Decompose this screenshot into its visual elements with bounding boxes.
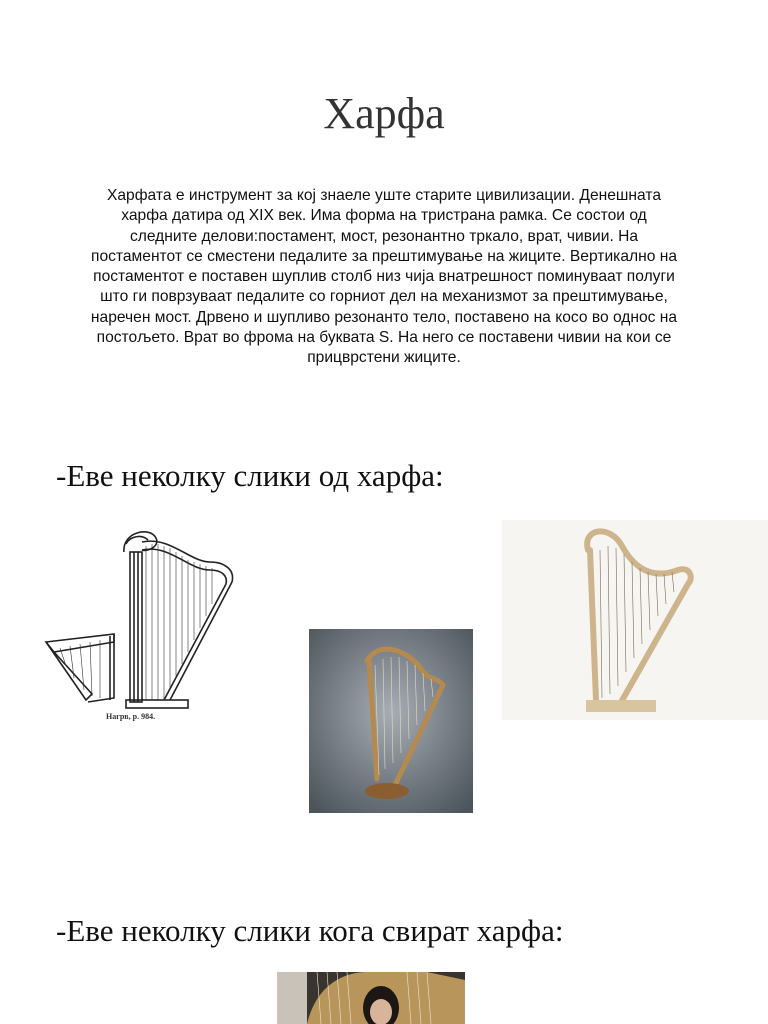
harp-players-heading: -Еве неколку слики кога свират харфа:	[56, 913, 564, 948]
description-paragraph: Харфата е инструмент за кој знаеле уште старите цивилизации. Денешната харфа датира од XIX век. Има форма на тристрана рамка. Се состои од следните делови:постамент, мост, резонантно тркало, врат, чивии. На постаментот се сместени педалите за прештимување на жиците. Вертикално на постаментот е поставен шуплив столб низ чија внатрешност поминуваат полуги што ги поврзуваат педалите со горниот дел на механизмот за прештимување, наречен мост. Дрвено и шупливо резонанто тело, поставено на косо во однос на постољето. Врат во фрома на буквата S. На него се поставени чивии на кои се прицврстени жиците.	[90, 187, 678, 367]
harpist-photo	[277, 972, 465, 1024]
page-title: Харфа	[323, 89, 445, 138]
harp-engraving-image	[40, 522, 245, 727]
engraving-caption: Нагрв, р. 984.	[106, 712, 156, 721]
harp-pictures-heading: -Еве неколку слики од харфа:	[56, 458, 444, 493]
pale-harp-photo	[502, 520, 768, 720]
wooden-harp-photo	[309, 629, 473, 813]
